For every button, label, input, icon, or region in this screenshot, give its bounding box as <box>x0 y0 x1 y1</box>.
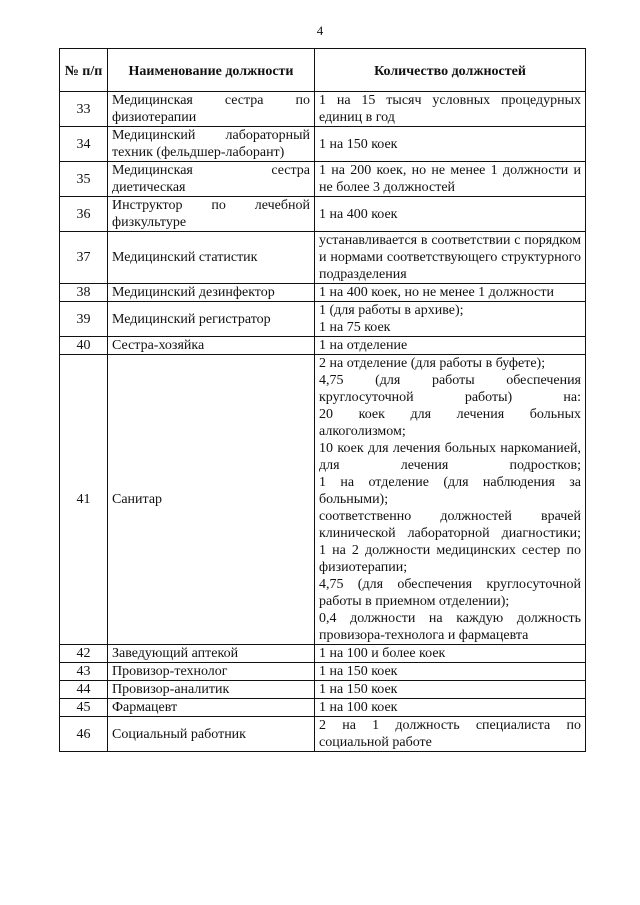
count-line: 1 на 100 коек <box>319 700 398 715</box>
table-row <box>60 337 586 355</box>
count-line: 1 на 200 коек, но не менее 1 должности и не более 3 должностей <box>319 163 581 195</box>
row-number: 46 <box>60 717 108 752</box>
count-line: 1 на 100 и более коек <box>319 646 446 661</box>
count-line: 1 на 2 должности медицинских сестер по физиотерапии; <box>319 543 581 575</box>
count-line: 20 коек для лечения больных алкоголизмом; <box>319 407 581 439</box>
position-name: Медицинский статистик <box>108 232 315 284</box>
count-line: 1 на 150 коек <box>319 136 398 152</box>
row-number: 34 <box>60 127 108 162</box>
header-position-name: Наименование должности <box>108 49 315 92</box>
position-count <box>315 699 586 717</box>
position-count <box>315 302 586 337</box>
table-row <box>60 232 586 284</box>
count-line: 4,75 (для обеспечения круглосуточной работы в приемном отделении); <box>319 577 581 609</box>
position-name: Провизор-технолог <box>108 663 315 681</box>
position-name: Медицинский регистратор <box>108 302 315 337</box>
position-count <box>315 717 586 752</box>
position-count <box>315 92 586 127</box>
table-row <box>60 663 586 681</box>
position-name: Провизор-аналитик <box>108 681 315 699</box>
position-name: Медицинский лабораторный техник (фельдшер-лаборант) <box>108 127 315 162</box>
count-line: 1 на 15 тысяч условных процедурных единиц в год <box>319 93 581 125</box>
position-name: Сестра-хозяйка <box>108 337 315 355</box>
row-number: 45 <box>60 699 108 717</box>
table-row <box>60 92 586 127</box>
row-number: 44 <box>60 681 108 699</box>
count-line: 1 на отделение (для наблюдения за больными); <box>319 475 581 507</box>
count-line: 2 на 1 должность специалиста по социальной работе <box>319 718 581 750</box>
row-number: 41 <box>60 355 108 645</box>
row-number: 35 <box>60 162 108 197</box>
table-row <box>60 681 586 699</box>
position-count <box>315 197 586 232</box>
position-name: Заведующий аптекой <box>108 645 315 663</box>
count-line: 0,4 должности на каждую должность провизора-технолога и фармацевта <box>319 611 581 643</box>
row-number: 38 <box>60 284 108 302</box>
table-row <box>60 699 586 717</box>
position-count <box>315 162 586 197</box>
count-line: 1 на отделение <box>319 338 408 353</box>
position-count <box>315 645 586 663</box>
count-line: устанавливается в соответствии с порядком и нормами соответствующего структурного подразделения <box>319 233 581 282</box>
position-count <box>315 337 586 355</box>
table-row <box>60 302 586 337</box>
position-name: Фармацевт <box>108 699 315 717</box>
position-name: Медицинская сестра по физиотерапии <box>108 92 315 127</box>
position-count <box>315 681 586 699</box>
row-number: 40 <box>60 337 108 355</box>
count-line: соответственно должностей врачей клинической лабораторной диагностики; <box>319 509 581 541</box>
row-number: 36 <box>60 197 108 232</box>
position-name: Санитар <box>108 355 315 645</box>
table-row <box>60 197 586 232</box>
count-line: 4,75 (для работы обеспечения круглосуточной работы) на: <box>319 373 581 405</box>
count-line: 1 на 75 коек <box>319 320 391 335</box>
position-count <box>315 355 586 645</box>
header-number: № п/п <box>60 49 108 92</box>
count-line: 1 на 150 коек <box>319 682 398 697</box>
position-count <box>315 284 586 302</box>
position-count <box>315 127 586 162</box>
count-line: 1 на 400 коек <box>319 206 398 222</box>
position-name: Социальный работник <box>108 717 315 752</box>
position-count <box>315 232 586 284</box>
count-line: 1 на 150 коек <box>319 664 398 679</box>
count-line: 1 (для работы в архиве); <box>319 303 464 318</box>
row-number: 39 <box>60 302 108 337</box>
table-header-row <box>60 49 586 92</box>
table-row <box>60 355 586 645</box>
count-line: 1 на 400 коек, но не менее 1 должности <box>319 285 554 300</box>
table-row <box>60 717 586 752</box>
position-name: Инструктор по лечебной физкультуре <box>108 197 315 232</box>
row-number: 42 <box>60 645 108 663</box>
row-number: 37 <box>60 232 108 284</box>
page-number: 4 <box>316 23 324 38</box>
row-number: 43 <box>60 663 108 681</box>
table-row <box>60 645 586 663</box>
count-line: 2 на отделение (для работы в буфете); <box>319 356 546 371</box>
position-count <box>315 663 586 681</box>
count-line: 10 коек для лечения больных наркоманией, для лечения подростков; <box>319 441 581 473</box>
row-number: 33 <box>60 92 108 127</box>
staffing-table <box>59 48 586 752</box>
table-row <box>60 127 586 162</box>
table-row <box>60 284 586 302</box>
position-name: Медицинская сестра диетическая <box>108 162 315 197</box>
table-row <box>60 162 586 197</box>
header-position-count: Количество должностей <box>315 49 586 92</box>
position-name: Медицинский дезинфектор <box>108 284 315 302</box>
